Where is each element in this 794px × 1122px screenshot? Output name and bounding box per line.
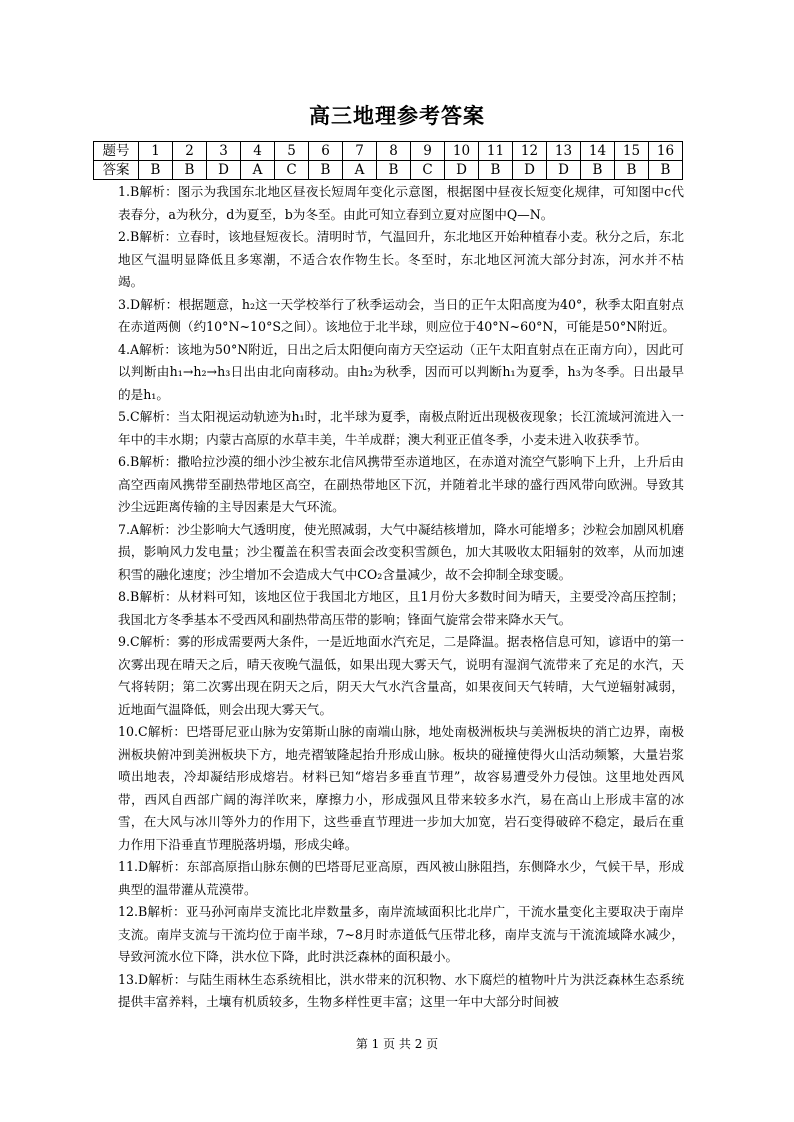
answer-cell: B bbox=[479, 161, 513, 180]
answer-cell: D bbox=[547, 161, 581, 180]
question-number: 7 bbox=[343, 142, 377, 161]
explanation-paragraph: 1.B解析：图示为我国东北地区昼夜长短周年变化示意图，根据图中昼夜长短变化规律，可知图中c代表春分，a为秋分，d为夏至，b为冬至。由此可知立春到立夏对应图中Q—N。 bbox=[118, 184, 684, 222]
answer-cell: C bbox=[411, 161, 445, 180]
answer-cell: C bbox=[275, 161, 309, 180]
explanation-paragraph: 11.D解析：东部高原指山脉东侧的巴塔哥尼亚高原，西风被山脉阻挡，东侧降水少，气候干旱，形成典型的温带灌从荒漠带。 bbox=[118, 859, 684, 897]
question-number: 8 bbox=[377, 142, 411, 161]
question-number: 10 bbox=[445, 142, 479, 161]
question-number: 3 bbox=[207, 142, 241, 161]
answer-cell: B bbox=[139, 161, 173, 180]
explanation-paragraph: 4.A解析：该地为50°N附近，日出之后太阳便向南方天空运动（正午太阳直射点在正南方向），因此可以判断由h₁→h₂→h₃日出由北向南移动。由h₂为秋季，因而可以判断h₁为夏季，h₃为冬季。日出最早的是h₁。 bbox=[118, 341, 684, 402]
answer-row bbox=[94, 161, 683, 180]
question-number-row bbox=[94, 142, 683, 161]
explanation-paragraph: 5.C解析：当太阳视运动轨迹为h₁时，北半球为夏季，南极点附近出现极夜现象；长江流域河流进入一年中的丰水期；内蒙古高原的水草丰美，牛羊成群；澳大利亚正值冬季，小麦未进入收获季节。 bbox=[118, 409, 684, 447]
question-number: 15 bbox=[615, 142, 649, 161]
question-number: 4 bbox=[241, 142, 275, 161]
explanation-paragraph: 10.C解析：巴塔哥尼亚山脉为安第斯山脉的南端山脉，地处南极洲板块与美洲板块的消亡边界，南极洲板块俯冲到美洲板块下方，地壳褶皱隆起抬升形成山脉。板块的碰撞使得火山活动频繁，大量岩浆喷出地表，冷却凝结形成熔岩。材料已知“熔岩多垂直节理”，故容易遭受外力侵蚀。这里地处西风带，西风自西部广阔的海洋吹来，摩擦力小，形成强风且带来较多水汽，易在高山上形成丰富的冰雪，在大风与冰川等外力的作用下，这些垂直节理进一步加大加宽，岩石变得破碎不稳定，最后在重力作用下沿垂直节理脱落坍塌，形成尖峰。 bbox=[118, 724, 684, 852]
explanation-paragraph: 2.B解析：立春时，该地昼短夜长。清明时节，气温回升，东北地区开始种植春小麦。秋分之后，东北地区气温明显降低且多寒潮，不适合农作物生长。冬至时，东北地区河流大部分封冻，河水并不枯竭。 bbox=[118, 229, 684, 289]
explanation-paragraph: 6.B解析：撒哈拉沙漠的细小沙尘被东北信风携带至赤道地区，在赤道对流空气影响下上升，上升后由高空西南风携带至副热带地区高空，在副热带地区下沉，并随着北半球的盛行西风带向欧洲。导致其沙尘远距离传输的主导因素是大气环流。 bbox=[118, 454, 684, 514]
explanation-paragraph: 7.A解析：沙尘影响大气透明度，使光照减弱，大气中凝结核增加，降水可能增多；沙粒会加剧风机磨损，影响风力发电量；沙尘覆盖在积雪表面会改变积雪颜色，加大其吸收太阳辐射的效率，从而加速积雪的融化速度；沙尘增加不会造成大气中CO₂含量减少，故不会抑制全球变暖。 bbox=[118, 521, 684, 582]
question-number: 14 bbox=[581, 142, 615, 161]
question-number: 2 bbox=[173, 142, 207, 161]
explanation-paragraph: 3.D解析：根据题意，h₂这一天学校举行了秋季运动会，当日的正午太阳高度为40°，秋季太阳直射点在赤道两侧（约10°N~10°S之间）。该地位于北半球，则应位于40°N~60°N，可能是50°N附近。 bbox=[118, 296, 684, 334]
answer-cell: D bbox=[445, 161, 479, 180]
question-number: 12 bbox=[513, 142, 547, 161]
answer-cell: B bbox=[309, 161, 343, 180]
row-label: 答案 bbox=[94, 161, 139, 180]
answer-cell: B bbox=[615, 161, 649, 180]
question-number: 13 bbox=[547, 142, 581, 161]
answer-cell: B bbox=[649, 161, 683, 180]
explanation-paragraph: 12.B解析：亚马孙河南岸支流比北岸数量多，南岸流域面积比北岸广，干流水量变化主要取决于南岸支流。南岸支流与干流均位于南半球，7~8月时赤道低气压带北移，南岸支流与干流流域降水减少，导致河流水位下降，洪水位下降，此时洪泛森林的面积最小。 bbox=[118, 904, 684, 964]
question-number: 1 bbox=[139, 142, 173, 161]
answer-cell: D bbox=[513, 161, 547, 180]
explanations bbox=[118, 181, 684, 1014]
answer-table bbox=[93, 141, 683, 180]
answer-cell: A bbox=[343, 161, 377, 180]
answer-cell: D bbox=[207, 161, 241, 180]
question-number: 16 bbox=[649, 142, 683, 161]
question-number: 5 bbox=[275, 142, 309, 161]
page-footer: 第 1 页 共 2 页 bbox=[355, 1037, 439, 1051]
answer-cell: B bbox=[581, 161, 615, 180]
answer-cell: B bbox=[173, 161, 207, 180]
explanation-paragraph: 13.D解析：与陆生雨林生态系统相比，洪水带来的沉积物、水下腐烂的植物叶片为洪泛森林生态系统提供丰富养料，土壤有机质较多，生物多样性更丰富；这里一年中大部分时间被 bbox=[118, 971, 684, 1009]
answer-cell: B bbox=[377, 161, 411, 180]
explanation-paragraph: 9.C解析：雾的形成需要两大条件，一是近地面水汽充足，二是降温。据表格信息可知，谚语中的第一次雾出现在晴天之后，晴天夜晚气温低，如果出现大雾天气，说明有湿润气流带来了充足的水汽，天气将转阴；第二次雾出现在阴天之后，阴天大气水汽含量高，如果夜间天气转晴，大气逆辐射减弱，近地面气温降低，则会出现大雾天气。 bbox=[118, 634, 684, 717]
question-number: 9 bbox=[411, 142, 445, 161]
row-label: 题号 bbox=[94, 142, 139, 161]
question-number: 6 bbox=[309, 142, 343, 161]
answer-cell: A bbox=[241, 161, 275, 180]
explanation-paragraph: 8.B解析：从材料可知，该地区位于我国北方地区，且1月份大多数时间为晴天，主要受冷高压控制；我国北方冬季基本不受西风和副热带高压带的影响；锋面气旋常会带来降水天气。 bbox=[118, 589, 684, 627]
page-title: 高三地理参考答案 bbox=[309, 104, 485, 128]
question-number: 11 bbox=[479, 142, 513, 161]
